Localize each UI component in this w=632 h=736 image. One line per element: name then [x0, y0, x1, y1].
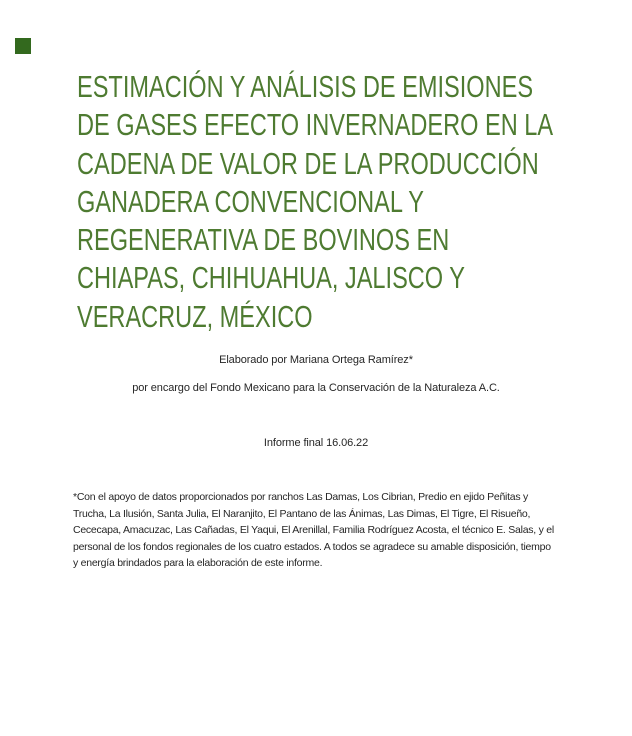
- report-date-line: Informe final 16.06.22: [263, 437, 369, 449]
- document-title: [77, 68, 553, 336]
- commission-line: por encargo del Fondo Mexicano para la Conservación de la Naturaleza A.C.: [132, 382, 500, 394]
- title-line: VERACRUZ, MÉXICO: [77, 298, 313, 334]
- footnote-line: Trucha, La Ilusión, Santa Julia, El Naranjito, El Pantano de las Ánimas, Las Dimas, El Tigre, El Risueño,: [73, 507, 531, 520]
- footnote-line: Cececapa, Amacuzac, Las Cañadas, El Yaqui, El Arenillal, Familia Rodríguez Acosta, el técnico E. Salas, y el: [73, 524, 554, 537]
- title-line: CADENA DE VALOR DE LA PRODUCCIÓN: [77, 145, 539, 181]
- title-line: CHIAPAS, CHIHUAHUA, JALISCO Y: [77, 260, 465, 296]
- footnote: [73, 489, 554, 572]
- title-line: GANADERA CONVENCIONAL Y: [77, 183, 424, 219]
- title-line: DE GASES EFECTO INVERNADERO EN LA: [77, 107, 554, 143]
- footnote-line: y energía brindados para la elaboración de este informe.: [73, 557, 323, 570]
- footnote-line: personal de los fondos regionales de los cuatro estados. A todos se agradece su amable disposición, tiempo: [73, 540, 551, 553]
- cover-accent-square: [15, 38, 31, 54]
- byline: Elaborado por Mariana Ortega Ramírez*: [219, 354, 413, 366]
- title-line: ESTIMACIÓN Y ANÁLISIS DE EMISIONES: [77, 69, 534, 104]
- title-line: REGENERATIVA DE BOVINOS EN: [77, 222, 450, 258]
- footnote-line: *Con el apoyo de datos proporcionados por ranchos Las Damas, Los Cibrian, Predio en ejido Peñitas y: [73, 491, 529, 503]
